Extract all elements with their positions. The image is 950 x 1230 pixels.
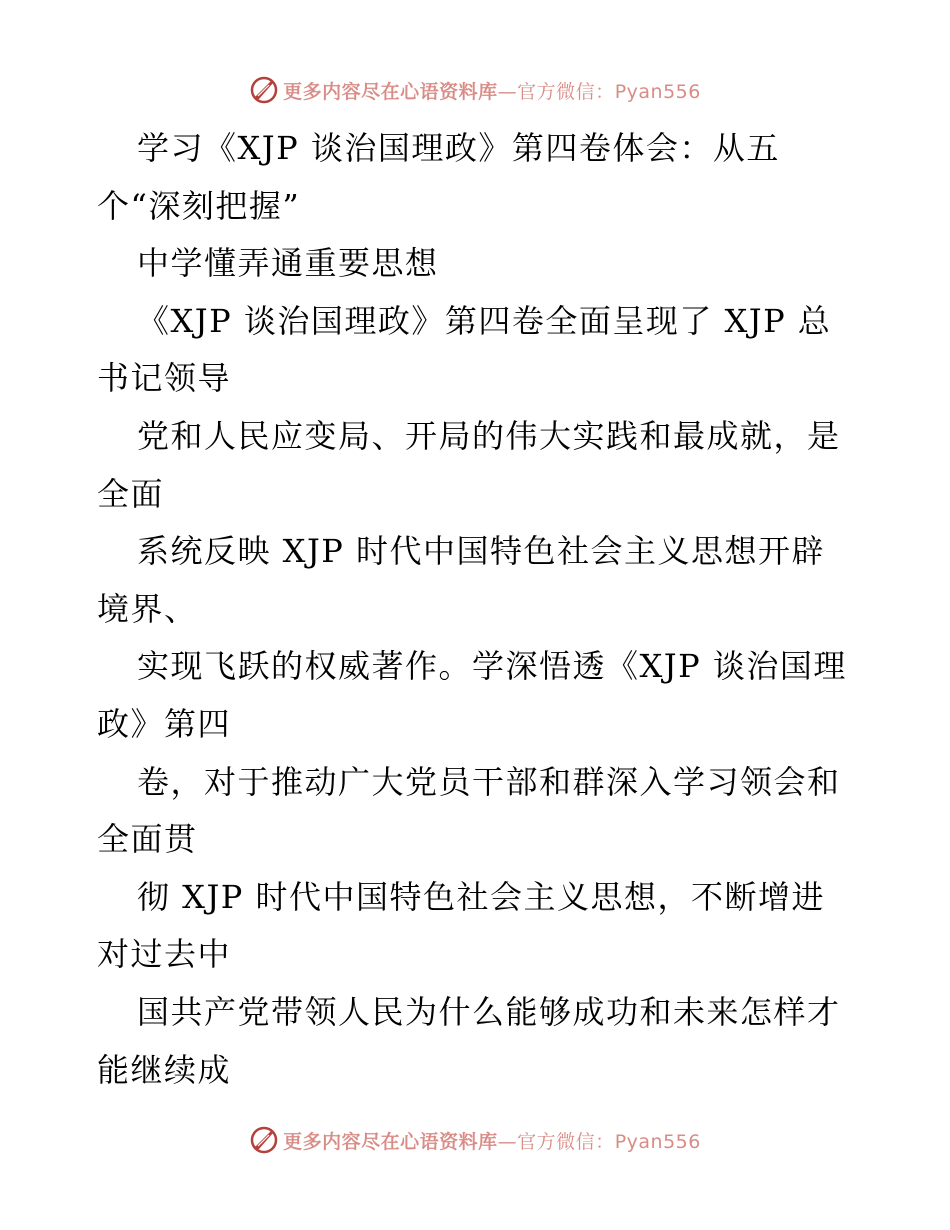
text-line: 全面	[97, 474, 165, 513]
text-line: 彻 XJP 时代中国特色社会主义思想，不断增进	[137, 877, 825, 916]
banner-wechat-account: Pyan556	[614, 80, 701, 103]
banner-brand-text: 更多内容尽在心语资料库	[283, 80, 498, 103]
text-line: 实现飞跃的权威著作。学深悟透《XJP 谈治国理	[137, 647, 847, 686]
banner-text	[283, 1127, 701, 1154]
banner-text	[283, 77, 701, 104]
banner-brand-text: 更多内容尽在心语资料库	[283, 1130, 498, 1153]
text-line: 卷，对于推动广大党员干部和群深入学习领会和	[137, 762, 841, 801]
document-body	[97, 120, 857, 1099]
text-line: 境界、	[97, 589, 198, 628]
text-line: 学习《XJP 谈治国理政》第四卷体会：从五	[137, 129, 780, 167]
text-line: 中学懂弄通重要思想	[137, 244, 439, 283]
footer-watermark-banner	[0, 1120, 950, 1160]
banner-dash: —	[497, 80, 518, 103]
text-line: 全面贯	[97, 820, 198, 859]
text-line: 党和人民应变局、开局的伟大实践和最成就，是	[137, 416, 841, 455]
feather-pen-logo-icon	[249, 75, 279, 105]
text-line: 《XJP 谈治国理政》第四卷全面呈现了 XJP 总	[137, 301, 832, 340]
banner-wechat-account: Pyan556	[614, 1130, 701, 1153]
text-line: 能继续成	[97, 1050, 232, 1089]
header-watermark-banner	[0, 70, 950, 110]
banner-wechat-label: 官方微信：	[517, 1130, 615, 1153]
text-line: 国共产党带领人民为什么能够成功和未来怎样才	[137, 992, 841, 1031]
feather-pen-logo-icon	[249, 1125, 279, 1155]
banner-dash: —	[497, 1130, 518, 1153]
text-line: 书记领导	[97, 359, 232, 398]
text-line: 个“深刻把握”	[97, 186, 301, 225]
text-line: 政》第四	[97, 704, 232, 743]
text-line: 系统反映 XJP 时代中国特色社会主义思想开辟	[137, 532, 825, 571]
text-line: 对过去中	[97, 935, 232, 974]
banner-wechat-label: 官方微信：	[517, 80, 615, 103]
